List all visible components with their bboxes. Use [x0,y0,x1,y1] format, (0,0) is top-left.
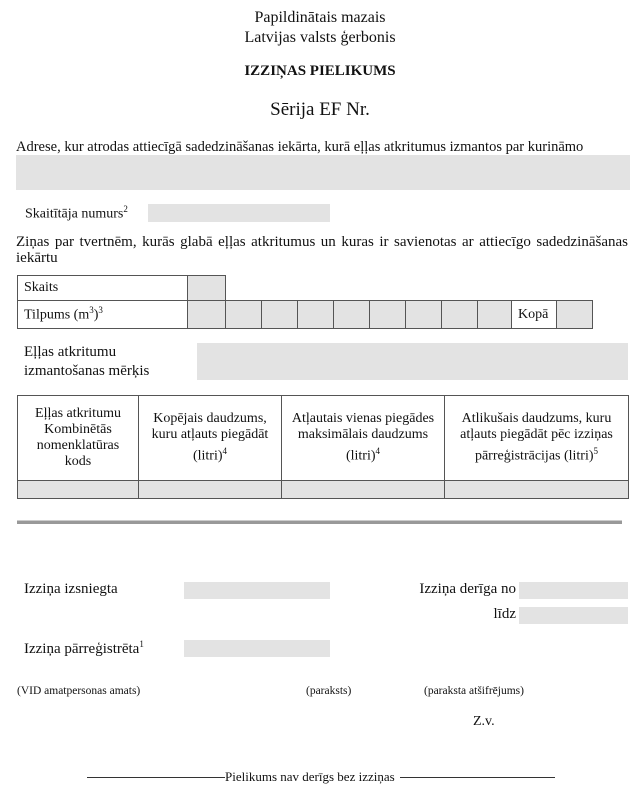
series-number: Sērija EF Nr. [270,99,370,120]
reregistered-label-text: Izziņa pārreģistrēta [24,641,140,657]
volume-field-6[interactable] [370,301,406,329]
footer-rule-right [400,777,555,778]
total-quantity-field[interactable] [139,481,282,499]
volume-label [18,301,188,329]
purpose-field[interactable] [197,343,628,380]
purpose-label [24,343,149,381]
count-label: Skaits [18,276,188,301]
total-label: Kopā [512,301,557,329]
volume-field-1[interactable] [188,301,226,329]
volume-label-close: ) [93,307,99,323]
footnote-ref: 1 [139,639,144,649]
remaining-quantity-field[interactable] [445,481,629,499]
volume-field-3[interactable] [262,301,298,329]
volume-field-8[interactable] [442,301,478,329]
volume-total-field[interactable] [557,301,593,329]
volume-field-9[interactable] [478,301,512,329]
footnote-ref: 4 [375,446,381,457]
reregistered-date-field[interactable] [184,640,330,657]
unit-exponent: 3 [89,305,94,316]
tanks-volume-table [17,300,593,329]
footer-note: Pielikums nav derīgs bez izziņas [225,769,395,784]
footer-rule-left [87,777,225,778]
footnote-ref: 4 [222,446,228,457]
caption-line1: Papildinātais mazais [254,9,386,26]
header-max-delivery [282,396,445,481]
issued-date-field[interactable] [184,582,330,599]
document-title: IZZIŅAS PIELIKUMS [244,63,396,79]
valid-from-label: Izziņa derīga no [419,581,516,597]
section-divider [17,520,622,524]
footnote-ref: 3 [98,305,103,316]
coat-of-arms-caption [0,8,640,48]
official-position-caption: (VID amatpersonas amats) [17,685,141,697]
cn-code-field[interactable] [18,481,139,499]
caption-line2: Latvijas valsts ģerbonis [244,29,396,46]
valid-to-field[interactable] [519,607,628,624]
purpose-label-line1: Eļļas atkritumu [24,344,117,360]
volume-label-text: Tilpums (m [24,307,90,323]
quantities-table [17,395,629,499]
header-cn-code [18,396,139,481]
address-label: Adrese, kur atrodas attiecīgā sadedzināšanas iekārta, kurā eļļas atkritumus izmantos par kurināmo [16,139,584,155]
max-delivery-field[interactable] [282,481,445,499]
header-text: Atlikušais daudzums, kuru atļauts piegādāt pēc izziņas pārreģistrācijas (litri) [460,411,613,464]
header-text: Eļļas atkritumu Kombinētās nomenklatūras kods [35,406,121,469]
reregistered-label [24,639,144,658]
purpose-label-line2: izmantošanas mērķis [24,363,150,379]
valid-to-label: līdz [493,606,516,622]
volume-field-5[interactable] [334,301,370,329]
stamp-place: Z.v. [473,714,495,729]
count-field[interactable] [188,276,226,301]
tanks-table [17,275,226,301]
issued-label: Izziņa izsniegta [24,581,118,597]
volume-field-2[interactable] [226,301,262,329]
meter-label [25,204,128,223]
valid-from-field[interactable] [519,582,628,599]
signature-caption: (paraksts) [306,685,352,697]
footnote-ref: 5 [593,446,599,457]
volume-field-4[interactable] [298,301,334,329]
meter-label-text: Skaitītāja numurs [25,206,124,222]
header-total-quantity [139,396,282,481]
header-text: Kopējais daudzums, kuru atļauts piegādāt (litri) [151,411,269,464]
meter-number-field[interactable] [148,204,330,222]
header-remaining-quantity [445,396,629,481]
tanks-intro: Ziņas par tvertnēm, kurās glabā eļļas atkritumus un kuras ir savienotas ar attiecīgo sadedzināšanas iekārtu [16,234,628,266]
footnote-ref: 2 [123,204,128,214]
signature-name-caption: (paraksta atšifrējums) [424,685,524,697]
header-text: Atļautais vienas piegādes maksimālais daudzums (litri) [291,411,435,464]
volume-field-7[interactable] [406,301,442,329]
address-field[interactable] [16,155,630,190]
